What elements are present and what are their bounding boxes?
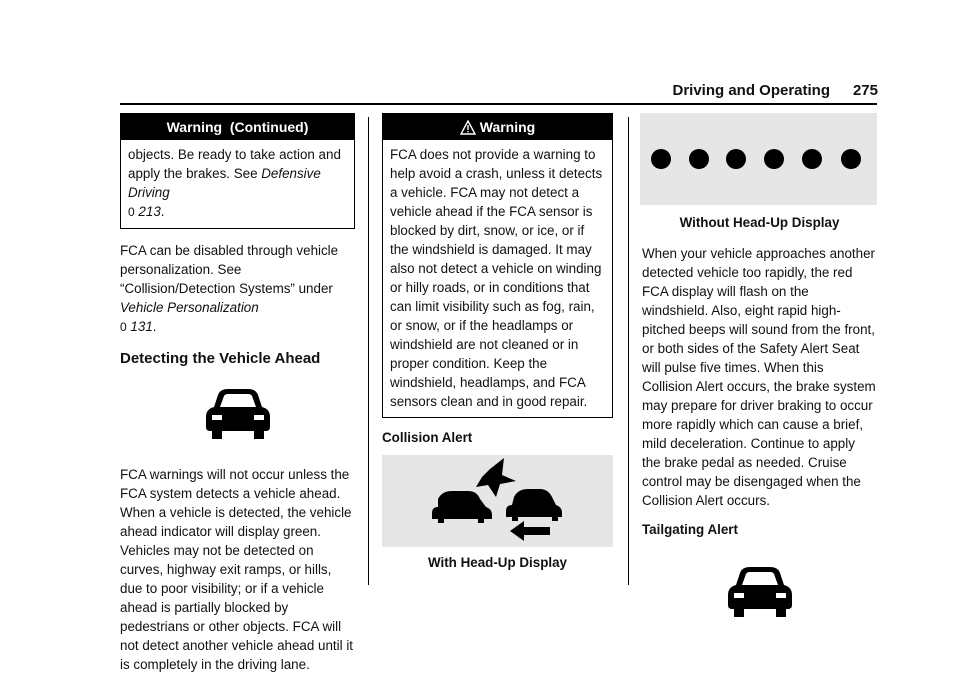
header-rule [120,103,877,105]
subheading-collision-alert: Collision Alert [382,430,473,445]
led-dots-figure [640,113,877,205]
collision-alert-icon [382,455,613,547]
warning-text: objects. Be ready to take action and apply the brakes. See [128,147,341,181]
vehicle-personalization-link[interactable]: Vehicle Personalization [120,300,259,315]
warning-body: FCA does not provide a warning to help avoid a crash, unless it detects a vehicle. FCA may not detect a vehicle ahead if the FCA sensor is blocked by dirt, snow, or ice, or if the windshield is damaged. It may also not detect a vehicle on winding or hilly roads, or in conditions that can limit visibility such as fog, rain, or snow, or if the headlamps or windshield are not cleaned or in proper condition. Keep the windshield, headlamps, and FCA sensors clean and in good repair. [390,147,603,409]
column-2 [382,113,613,572]
paragraph: When your vehicle approaches another detected vehicle too rapidly, the red FCA display will flash on the windshield. Also, eight rapid high-pitched beeps will sound from the front, or both sides of the Safety Alert Seat will pulse five times. When this Collision Alert occurs, the brake system may prepare for driver braking to occur more rapidly which can cause a brief, mild deceleration. Continue to apply the brake pedal as needed. Cruise control may be disengaged when the Collision Alert occurs. [642,246,876,508]
page-number: 275 [852,82,878,99]
warning-triangle-icon [460,120,476,135]
page-header-title: Driving and Operating [672,82,830,99]
paragraph: FCA can be disabled through vehicle personalization. See “Collision/Detection Systems” under Vehicle Personalization 0 131. [120,243,339,334]
column-3 [642,113,877,624]
paragraph-text: FCA can be disabled through vehicle personalization. See “Collision/Detection Systems” under [120,243,339,296]
vehicle-ahead-icon [728,565,792,619]
warning-continued-box [120,113,355,229]
warning-continued-body: objects. Be ready to take action and apply the brakes. See Defensive Driving 0 213. [128,147,341,219]
column-divider [628,117,629,585]
warning-title-text: Warning [479,119,536,135]
tailgating-alert-figure [642,565,877,624]
page-ref-arrow: 0 [128,205,135,219]
vehicle-ahead-figure [120,387,355,465]
subheading-tailgating-alert: Tailgating Alert [642,522,738,537]
figure-caption: With Head-Up Display [427,555,567,570]
page-ref[interactable]: 213 [138,204,161,219]
page-ref[interactable]: 131 [130,319,153,334]
warning-continued-title: Warning (Continued) [121,114,354,140]
page-ref-arrow: 0 [120,320,127,334]
warning-box [382,113,613,418]
led-dots-icon [640,113,872,205]
column-divider [368,117,369,585]
warning-title [383,114,612,140]
collision-alert-figure [382,455,613,547]
column-1 [120,113,355,674]
section-heading: Detecting the Vehicle Ahead [120,350,321,367]
paragraph: FCA warnings will not occur unless the FCA system detects a vehicle ahead. When a vehicle is detected, the vehicle ahead indicator will display green. Vehicles may not be detected on curves, highway exit ramps, or hills, due to poor visibility; or if a vehicle ahead is partially blocked by pedestrians or other objects. FCA will not detect another vehicle ahead until it is completely in the driving lane. [120,467,354,672]
vehicle-ahead-icon [206,387,270,441]
figure-caption: Without Head-Up Display [679,215,840,230]
defensive-driving-link[interactable]: Defensive Driving [128,166,321,200]
